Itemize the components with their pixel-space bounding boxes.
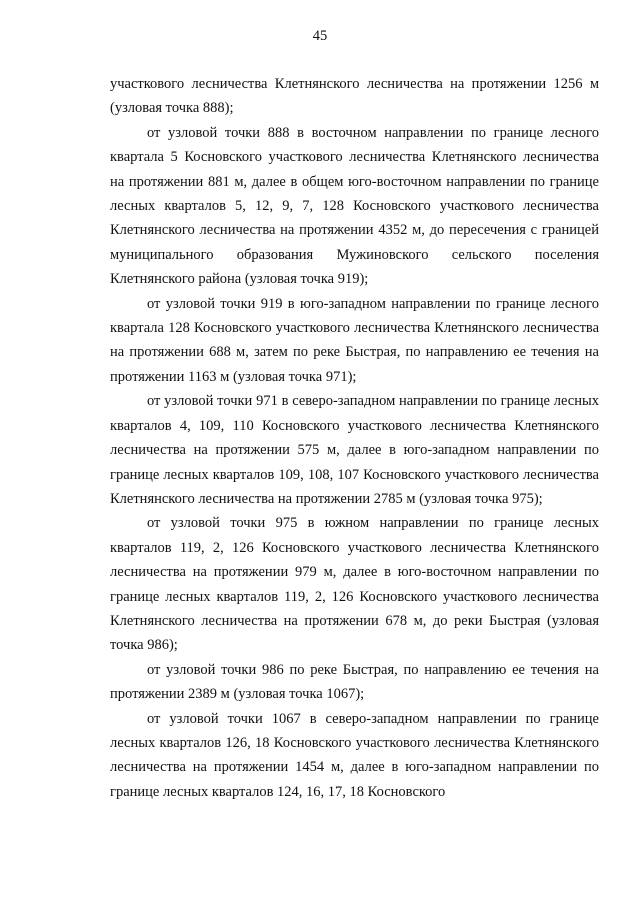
document-body: [110, 72, 599, 804]
paragraph-node-888: от узловой точки 888 в восточном направлении по границе лесного квартала 5 Косновского участкового лесничества Клетнянского лесничества на протяжении 881 м, далее в общем юго-восточном направлении по границе лесных кварталов 5, 12, 9, 7, 128 Косновского участкового лесничества Клетнянского лесничества на протяжении 4352 м, до пересечения с границей муниципального образования Мужиновского сельского поселения Клетнянского района (узловая точка 919);: [110, 124, 599, 288]
page-number: 45: [312, 28, 328, 44]
paragraph-node-986: от узловой точки 986 по реке Быстрая, по направлению ее течения на протяжении 2389 м (узловая точка 1067);: [110, 661, 599, 703]
paragraph-node-1067: от узловой точки 1067 в северо-западном направлении по границе лесных кварталов 126, 18 Косновского участкового лесничества Клетнянского лесничества на протяжении 1454 м, далее в юго-западном направлении по границе лесных кварталов 124, 16, 17, 18 Косновского: [110, 710, 599, 800]
paragraph-node-919: от узловой точки 919 в юго-западном направлении по границе лесного квартала 128 Косновского участкового лесничества Клетнянского лесничества на протяжении 688 м, затем по реке Быстрая, по направлению ее течения на протяжении 1163 м (узловая точка 971);: [110, 295, 599, 385]
paragraph-node-971: от узловой точки 971 в северо-западном направлении по границе лесных кварталов 4, 109, 110 Косновского участкового лесничества Клетнянского лесничества на протяжении 575 м, далее в юго-западном направлении по границе лесных кварталов 109, 108, 107 Косновского участкового лесничества Клетнянского лесничества на протяжении 2785 м (узловая точка 975);: [110, 393, 599, 507]
paragraph-node-975: от узловой точки 975 в южном направлении по границе лесных кварталов 119, 2, 126 Косновского участкового лесничества Клетнянского лесничества на протяжении 979 м, далее в юго-восточном направлении по границе лесных кварталов 119, 2, 126 Косновского участкового лесничества Клетнянского лесничества на протяжении 678 м, до реки Быстрая (узловая точка 986);: [110, 515, 599, 654]
paragraph-continuation: участкового лесничества Клетнянского лесничества на протяжении 1256 м (узловая точка 888);: [110, 76, 599, 117]
